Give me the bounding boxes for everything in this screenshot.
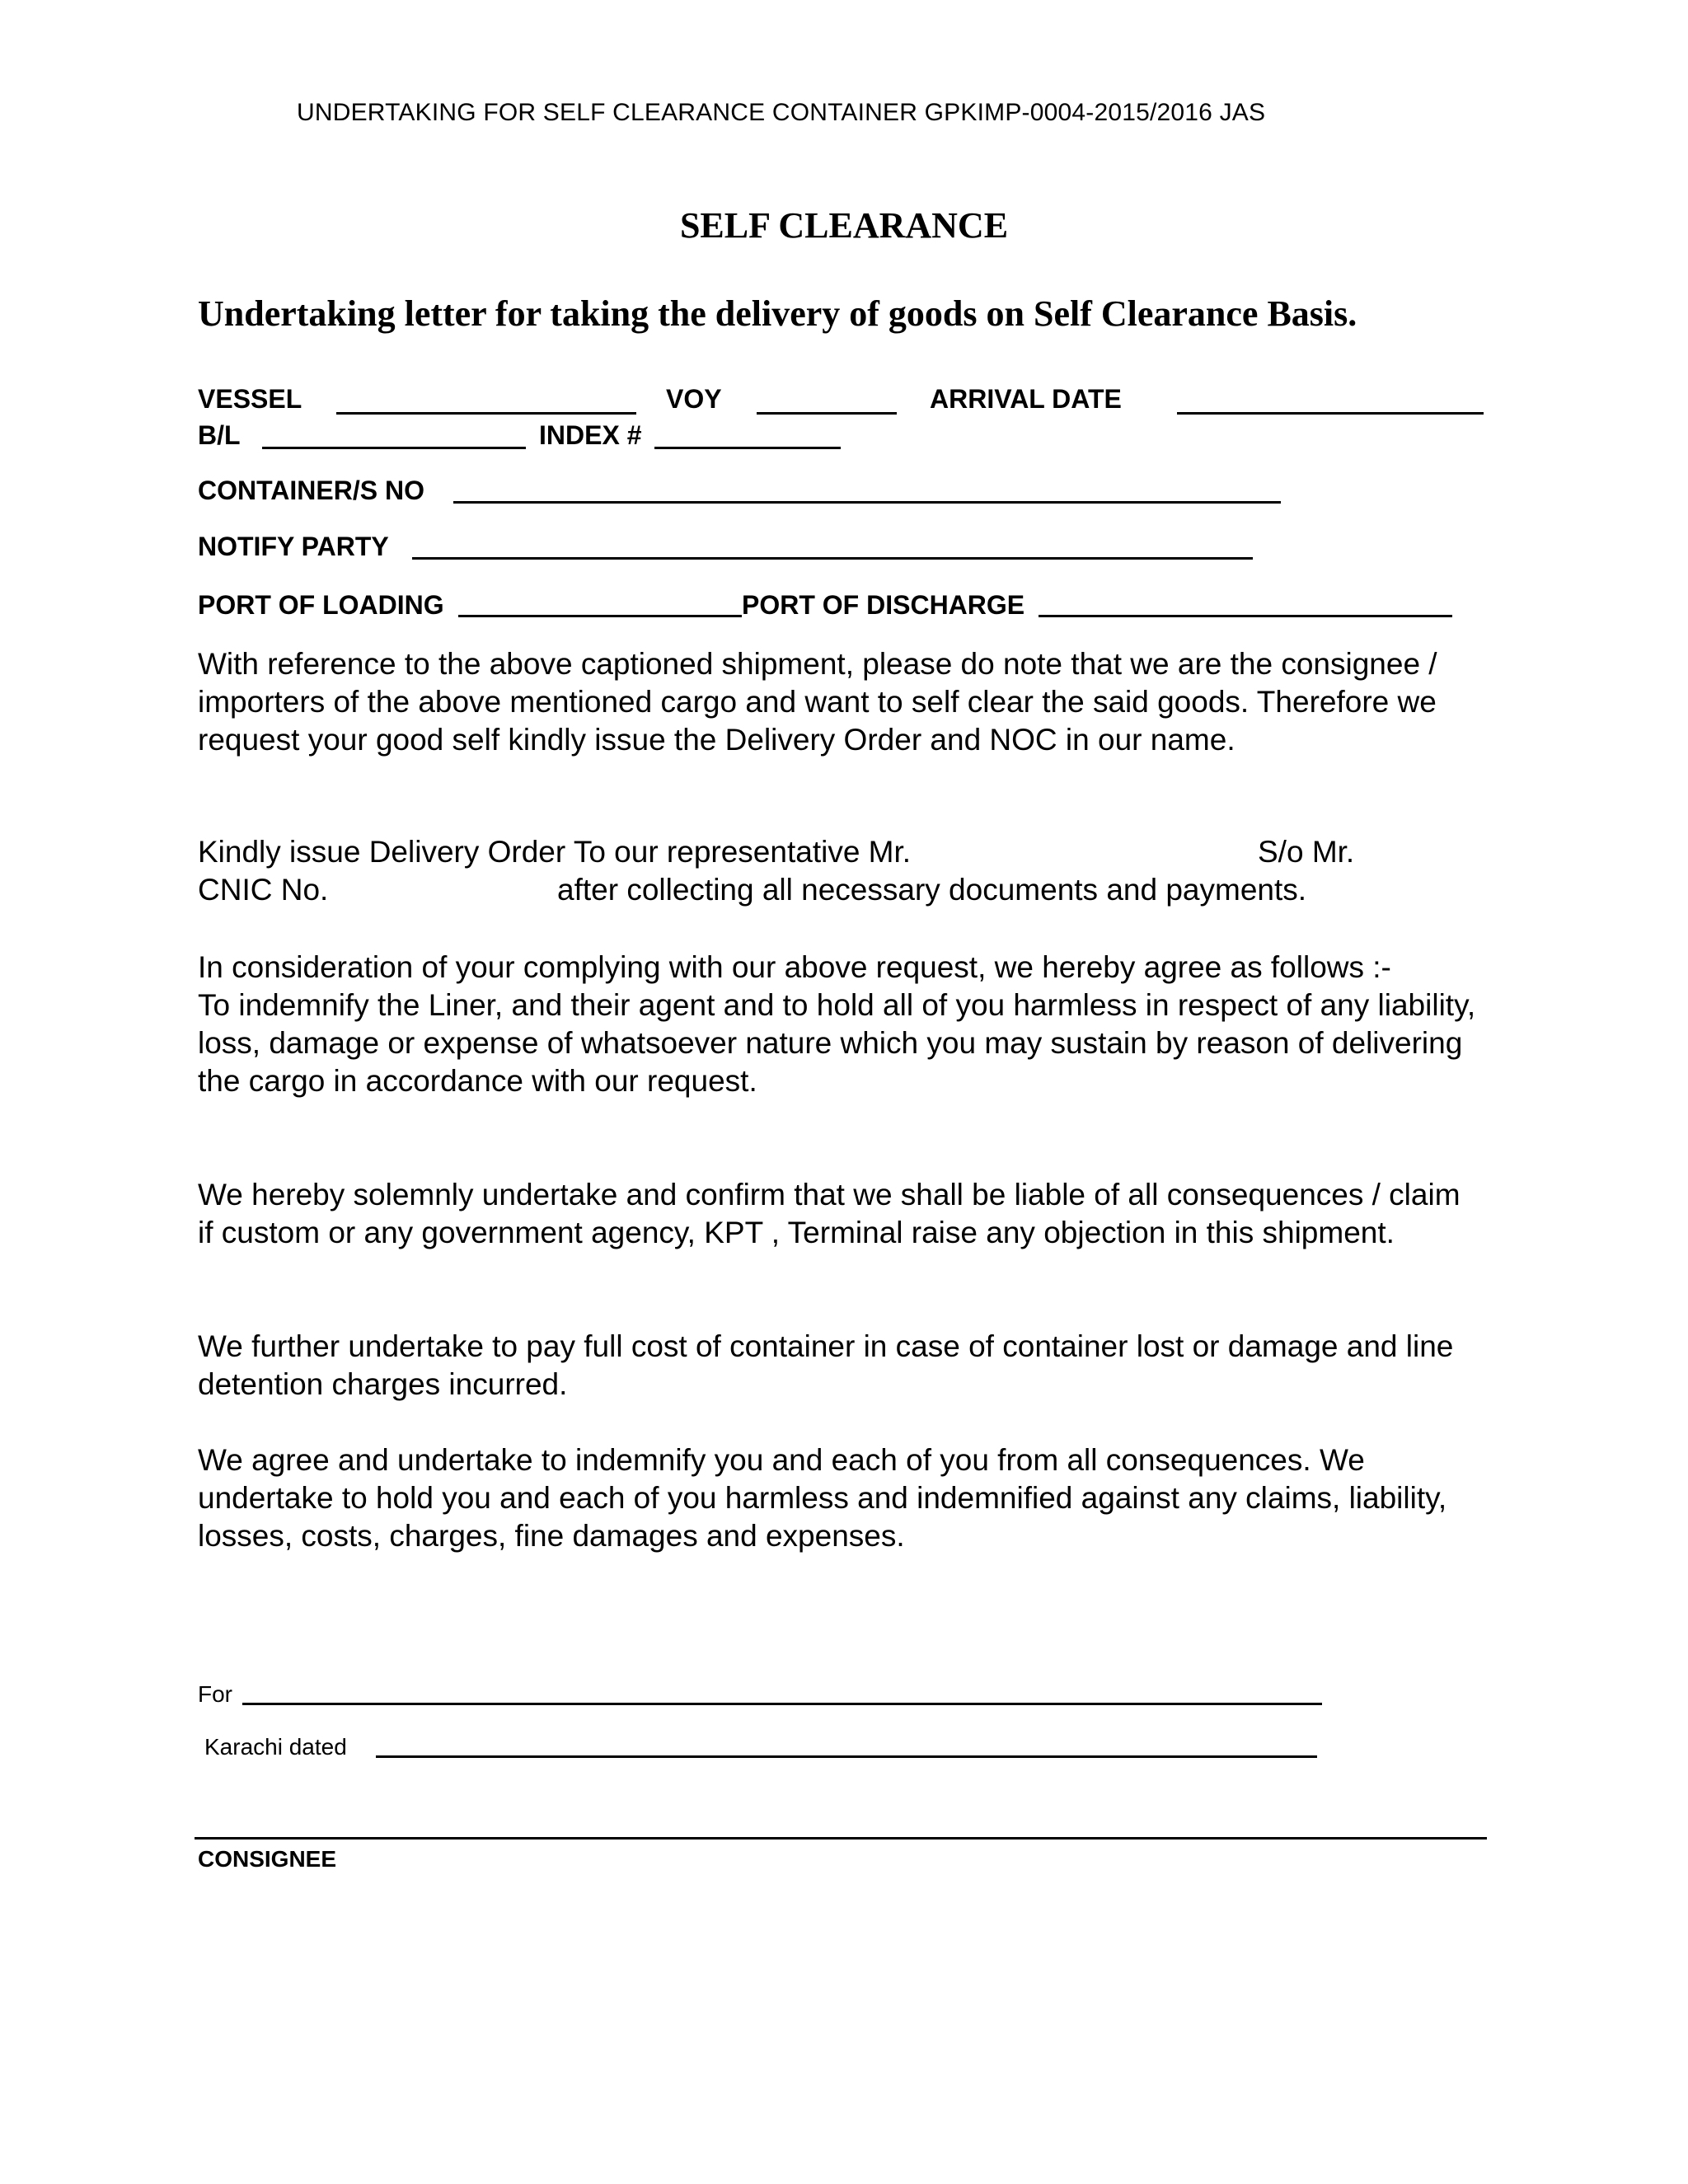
bl-label: B/L: [198, 420, 241, 450]
voy-field-line[interactable]: [757, 412, 897, 415]
paragraph-text: In consideration of your complying with our above request, we hereby agree as follows :-: [198, 950, 1391, 984]
index-field-line[interactable]: [654, 447, 841, 449]
header-reference: UNDERTAKING FOR SELF CLEARANCE CONTAINER GPKIMP-0004-2015/2016 JAS: [297, 99, 1266, 126]
karachi-dated-field-line[interactable]: [376, 1755, 1317, 1758]
consignee-signature-line[interactable]: [195, 1837, 1487, 1840]
paragraph-text: To indemnify the Liner, and their agent and to hold all of you harmless in respect of any liability, loss, damage or expense of whatsoever nature which you may sustain by reason of delivering the cargo in accordance with our request.: [198, 988, 1476, 1098]
paragraph-undertake-liability: [198, 1176, 1484, 1252]
vessel-label: VESSEL: [198, 384, 302, 414]
paragraph-text: We hereby solemnly undertake and confirm that we shall be liable of all consequences / claim if custom or any government agency, KPT , Terminal raise any objection in this shipment.: [198, 1178, 1461, 1249]
index-label: INDEX #: [539, 420, 642, 450]
notify-party-field-line[interactable]: [412, 557, 1253, 560]
representative-text: Kindly issue Delivery Order To our representative Mr.: [198, 835, 912, 869]
notify-party-label: NOTIFY PARTY: [198, 532, 389, 561]
port-of-discharge-field-line[interactable]: [1039, 615, 1452, 617]
containers-no-label: CONTAINER/S NO: [198, 476, 424, 505]
arrival-date-label: ARRIVAL DATE: [930, 384, 1122, 414]
port-of-loading-label: PORT OF LOADING: [198, 590, 444, 620]
bl-field-line[interactable]: [262, 447, 526, 449]
paragraph-text: We further undertake to pay full cost of container in case of container lost or damage and line detention charges incurred.: [198, 1329, 1454, 1401]
document-subtitle: Undertaking letter for taking the delivery of goods on Self Clearance Basis.: [198, 293, 1357, 334]
for-label: For: [198, 1681, 232, 1707]
vessel-field-line[interactable]: [336, 412, 636, 415]
paragraph-reference: [198, 645, 1484, 759]
paragraph-consideration: [198, 949, 1484, 1100]
paragraph-text: We agree and undertake to indemnify you and each of you from all consequences. We undertake to hold you and each of you harmless and indemnified against any claims, liability, losses, costs, charges, fine damages and expenses.: [198, 1443, 1447, 1553]
arrival-date-field-line[interactable]: [1177, 412, 1484, 415]
consignee-label: CONSIGNEE: [198, 1846, 337, 1872]
cnic-label: CNIC No.: [198, 873, 329, 907]
for-field-line[interactable]: [242, 1703, 1322, 1705]
paragraph-text: With reference to the above captioned shipment, please do note that we are the consignee / importers of the above mentioned cargo and want to self clear the said goods. Therefore we request your good self kindly issue the Delivery Order and NOC in our name.: [198, 647, 1437, 757]
containers-no-field-line[interactable]: [453, 501, 1281, 504]
collecting-documents-text: after collecting all necessary documents and payments.: [557, 873, 1307, 907]
port-of-loading-field-line[interactable]: [458, 615, 742, 617]
paragraph-container-cost: [198, 1328, 1484, 1404]
paragraph-indemnify: [198, 1441, 1484, 1555]
son-of-text: S/o Mr.: [1258, 835, 1355, 869]
karachi-dated-label: Karachi dated: [204, 1734, 347, 1760]
voy-label: VOY: [666, 384, 722, 414]
port-of-discharge-label: PORT OF DISCHARGE: [742, 590, 1025, 620]
document-title: SELF CLEARANCE: [679, 205, 1009, 246]
